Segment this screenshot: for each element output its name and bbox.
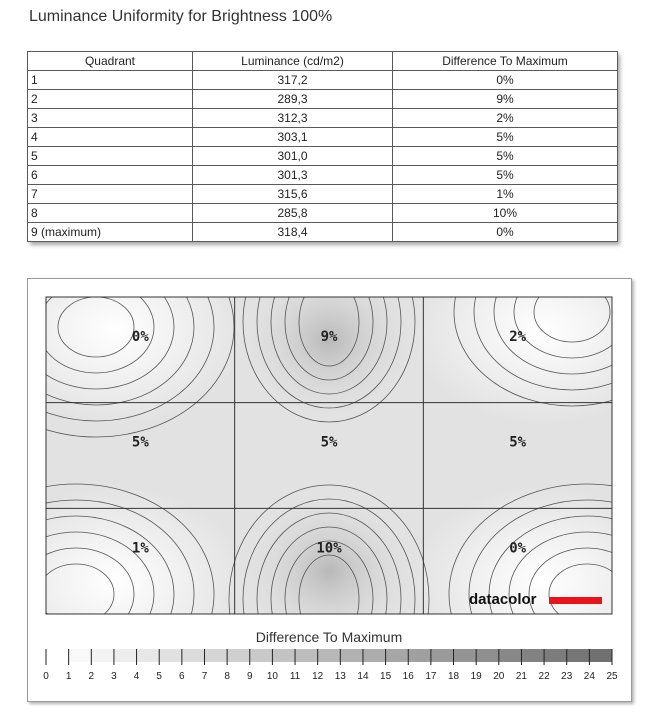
table-row	[28, 185, 618, 204]
cell-luminance: 315,6	[193, 185, 393, 204]
legend-tick-label: 11	[289, 671, 301, 682]
legend-tick-label: 4	[133, 671, 140, 682]
legend-tick-label: 20	[493, 671, 505, 682]
cell-quadrant: 6	[28, 166, 193, 185]
cell-luminance: 301,0	[193, 147, 393, 166]
legend-swatch	[137, 649, 160, 662]
header-luminance: Luminance (cd/m2)	[193, 52, 393, 71]
cell-difference: 5%	[393, 147, 618, 166]
legend-tick-label: 21	[515, 671, 528, 682]
legend-swatch	[567, 649, 590, 662]
cell-difference: 0%	[393, 223, 618, 242]
legend-swatch	[363, 649, 386, 662]
legend-swatch	[386, 649, 409, 662]
luminance-table	[27, 51, 618, 242]
uniformity-chart	[28, 279, 631, 701]
legend-swatch	[318, 649, 341, 662]
cell-difference: 10%	[393, 204, 618, 223]
legend-tick-label: 0	[43, 671, 49, 682]
legend-swatch	[431, 649, 454, 662]
cell-quadrant: 7	[28, 185, 193, 204]
uniformity-chart-frame	[27, 278, 632, 702]
cell-difference: 5%	[393, 166, 618, 185]
legend-tick-label: 15	[380, 671, 392, 682]
cell-difference: 0%	[393, 71, 618, 90]
legend-swatch	[204, 649, 227, 662]
legend-swatch	[589, 649, 612, 662]
quadrant-value-label: 5%	[320, 434, 338, 451]
legend-swatch	[159, 649, 182, 662]
legend-swatch	[408, 649, 431, 662]
brand-text: datacolor	[469, 591, 537, 608]
table-row	[28, 90, 618, 109]
legend-tick-label: 14	[357, 671, 369, 682]
legend-tick-label: 17	[425, 671, 437, 682]
legend-swatch	[521, 649, 544, 662]
legend-tick-label: 9	[246, 671, 253, 682]
cell-difference: 9%	[393, 90, 618, 109]
legend-tick-label: 3	[111, 671, 117, 682]
legend-tick-label: 2	[88, 671, 95, 682]
cell-difference: 5%	[393, 128, 618, 147]
cell-quadrant: 1	[28, 71, 193, 90]
legend-swatch	[250, 649, 273, 662]
cell-quadrant: 3	[28, 109, 193, 128]
brand-red-bar	[549, 597, 602, 604]
legend-tick-label: 10	[266, 671, 278, 682]
cell-luminance: 303,1	[193, 128, 393, 147]
legend-tick-label: 19	[470, 671, 482, 682]
legend-tick-label: 16	[402, 671, 414, 682]
quadrant-value-label: 0%	[131, 329, 149, 345]
table-row	[28, 109, 618, 128]
legend-swatch	[544, 649, 567, 662]
cell-quadrant: 2	[28, 90, 193, 109]
legend-swatch	[46, 649, 69, 662]
legend-swatch	[454, 649, 477, 662]
header-difference: Difference To Maximum	[393, 52, 618, 71]
cell-luminance: 289,3	[193, 90, 393, 109]
legend-tick-label: 25	[606, 671, 618, 682]
legend-swatch	[340, 649, 363, 662]
cell-luminance: 312,3	[193, 109, 393, 128]
legend-swatch	[227, 649, 250, 662]
luminance-table-container	[27, 51, 617, 242]
legend-tick-label: 24	[583, 671, 595, 682]
quadrant-value-label: 10%	[316, 540, 342, 557]
quadrant-value-label: 1%	[131, 540, 149, 557]
legend-tick-label: 23	[561, 671, 573, 682]
table-row	[28, 147, 618, 166]
legend-tick-label: 7	[201, 671, 208, 682]
legend-tick-label: 5	[156, 671, 162, 682]
legend-swatch	[499, 649, 522, 662]
legend-tick-label: 1	[65, 671, 72, 682]
legend-tick-label: 22	[538, 671, 550, 682]
legend-swatch	[91, 649, 114, 662]
table-header-row	[28, 52, 618, 71]
cell-difference: 1%	[393, 185, 618, 204]
cell-luminance: 317,2	[193, 71, 393, 90]
table-row	[28, 128, 618, 147]
table-row	[28, 223, 618, 242]
cell-luminance: 285,8	[193, 204, 393, 223]
quadrant-value-label: 9%	[320, 329, 338, 345]
legend-tick-label: 13	[334, 671, 346, 682]
table-row	[28, 71, 618, 90]
cell-quadrant: 5	[28, 147, 193, 166]
legend-swatch	[69, 649, 92, 662]
legend-swatch	[114, 649, 137, 662]
legend-tick-label: 12	[312, 671, 324, 682]
cell-difference: 2%	[393, 109, 618, 128]
legend-title: Difference To Maximum	[255, 629, 403, 645]
legend-swatch	[272, 649, 295, 662]
quadrant-value-label: 5%	[131, 434, 149, 451]
legend-swatch	[476, 649, 499, 662]
cell-luminance: 318,4	[193, 223, 393, 242]
quadrant-value-label: 5%	[509, 434, 527, 451]
header-quadrant: Quadrant	[28, 52, 193, 71]
legend-tick-label: 6	[179, 671, 185, 682]
page-title: Luminance Uniformity for Brightness 100%	[29, 8, 333, 25]
table-row	[28, 204, 618, 223]
quadrant-value-label: 2%	[509, 329, 527, 345]
table-row	[28, 166, 618, 185]
cell-quadrant: 8	[28, 204, 193, 223]
legend-tick-label: 8	[224, 671, 230, 682]
legend-tick-label: 18	[447, 671, 460, 682]
cell-luminance: 301,3	[193, 166, 393, 185]
cell-quadrant: 9 (maximum)	[28, 223, 193, 242]
cell-quadrant: 4	[28, 128, 193, 147]
quadrant-value-label: 0%	[509, 540, 527, 557]
legend-swatch	[295, 649, 318, 662]
legend-swatch	[182, 649, 205, 662]
